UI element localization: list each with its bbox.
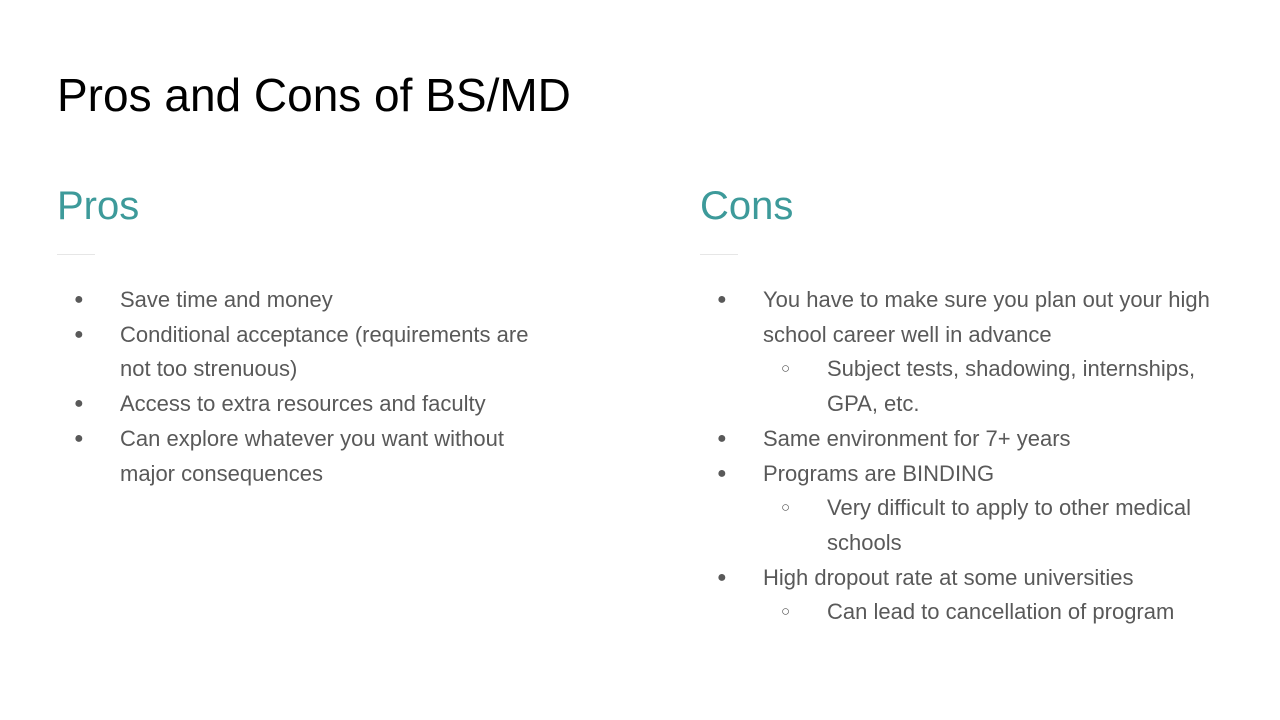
hollow-bullet-icon: ○ bbox=[781, 360, 791, 378]
list-item-text: You have to make sure you plan out your high school career well in advance bbox=[763, 287, 1210, 347]
bullet-icon: ● bbox=[717, 568, 727, 586]
pros-list bbox=[57, 283, 557, 491]
pros-divider bbox=[57, 254, 95, 255]
hollow-bullet-icon: ○ bbox=[781, 499, 791, 517]
bullet-icon: ● bbox=[74, 291, 84, 308]
list-item-text: Access to extra resources and faculty bbox=[120, 391, 486, 417]
list-item bbox=[700, 283, 1210, 352]
list-item bbox=[57, 283, 557, 318]
bullet-icon: ● bbox=[717, 291, 727, 308]
cons-divider bbox=[700, 254, 738, 255]
list-item-text: High dropout rate at some universities bbox=[763, 564, 1134, 590]
bullet-icon: ● bbox=[74, 429, 84, 447]
list-item-text: Very difficult to apply to other medical schools bbox=[827, 495, 1192, 555]
list-item-text: Can lead to cancellation of program bbox=[827, 599, 1175, 625]
hollow-bullet-icon: ○ bbox=[781, 603, 791, 621]
slide-title: Pros and Cons of BS/MD bbox=[57, 69, 571, 121]
list-item-text: Conditional acceptance (requirements are not too strenuous) bbox=[120, 321, 529, 382]
list-item-text: Programs are BINDING bbox=[763, 460, 995, 486]
bullet-icon: ● bbox=[74, 325, 84, 343]
list-item-text: Subject tests, shadowing, internships, GPA, etc. bbox=[827, 356, 1196, 417]
sub-list-item bbox=[700, 595, 1210, 630]
pros-heading: Pros bbox=[57, 184, 140, 228]
cons-list bbox=[700, 283, 1210, 630]
pros-column bbox=[57, 180, 597, 491]
list-item bbox=[57, 387, 557, 422]
bullet-icon: ● bbox=[717, 464, 727, 482]
sub-list-item bbox=[700, 491, 1210, 560]
bullet-icon: ● bbox=[717, 429, 727, 447]
list-item bbox=[700, 422, 1210, 457]
cons-column bbox=[700, 180, 1240, 630]
bullet-icon: ● bbox=[74, 395, 84, 413]
sub-list-item bbox=[700, 352, 1210, 421]
list-item bbox=[700, 561, 1210, 596]
list-item-text: Same environment for 7+ years bbox=[763, 425, 1071, 451]
list-item-text: Save time and money bbox=[120, 287, 333, 312]
list-item bbox=[700, 457, 1210, 492]
list-item-text: Can explore whatever you want without major consequences bbox=[120, 425, 504, 486]
list-item bbox=[57, 422, 557, 491]
list-item bbox=[57, 318, 557, 387]
cons-heading: Cons bbox=[700, 184, 794, 228]
